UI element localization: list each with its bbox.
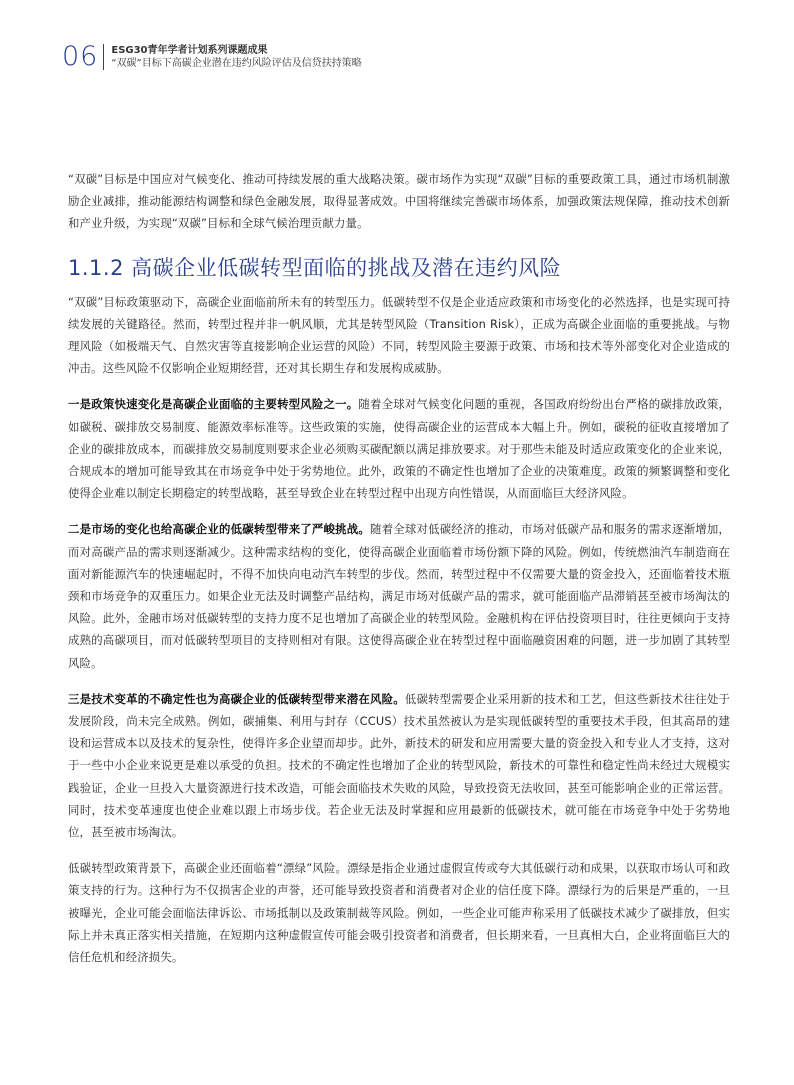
header-divider [103, 44, 104, 70]
point-three-lead: 三是技术变革的不确定性也为高碳企业的低碳转型带来潜在风险。 [68, 691, 405, 706]
point-three-text: 低碳转型需要企业采用新的技术和工艺，但这些新技术往往处于发展阶段，尚未完全成熟。例如，碳捕集、利用与封存（CCUS）技术虽然被认为是实现低碳转型的重要技术手段，但其高昂的建设和运营成本以及技术的复杂性，使得许多企业望而却步。此外，新技术的研发和应用需要大量的资金投入和专业人才支持，这对于一些中小企业来说更是难以承受的负担。技术的不确定性也增加了企业的转型风险，新技术的可靠性和稳定性尚未经过大规模实践验证，企业一旦投入大量资源进行技术改造，可能会面临技术失败的风险，导致投资无法收回，甚至可能影响企业的正常运营。同时，技术变革速度也使企业难以跟上市场步伐。若企业无法及时掌握和应用最新的低碳技术，就可能在市场竞争中处于劣势地位，甚至被市场淘汰。 [68, 691, 730, 840]
section-heading: 1.1.2 高碳企业低碳转型面临的挑战及潜在违约风险 [68, 255, 562, 280]
point-two-paragraph [68, 518, 730, 673]
header-titles [111, 44, 361, 70]
point-one-text: 随着全球对气候变化问题的重视，各国政府纷纷出台严格的碳排放政策，如碳税、碳排放交易制度、能源效率标准等。这些政策的实施，使得高碳企业的运营成本大幅上升。例如，碳税的征收直接增加了企业的碳排放成本，而碳排放交易制度则要求企业必须购买碳配额以满足排放要求。对于那些未能及时适应政策变化的企业来说，合规成本的增加可能导致其在市场竞争中处于劣势地位。此外，政策的不确定性也增加了企业的决策难度。政策的频繁调整和变化使得企业难以制定长期稳定的转型战略，甚至导致企业在转型过程中出现方向性错误，从而面临巨大经济风险。 [68, 397, 730, 501]
series-title: ESG30青年学者计划系列课题成果 [111, 45, 268, 56]
main-content [68, 168, 730, 982]
report-title: “双碳”目标下高碳企业潜在违约风险评估及信贷扶持策略 [111, 58, 362, 69]
point-two-lead: 二是市场的变化也给高碳企业的低碳转型带来了严峻挑战。 [68, 522, 370, 537]
point-three-paragraph [68, 688, 730, 843]
page-number: 06 [62, 41, 99, 72]
point-two-text: 随着全球对低碳经济的推动，市场对低碳产品和服务的需求逐渐增加，而对高碳产品的需求则逐渐减少。这种需求结构的变化，使得高碳企业面临着市场份额下降的风险。例如，传统燃油汽车制造商在面对新能源汽车的快速崛起时，不得不加快向电动汽车转型的步伐。然而，转型过程中不仅需要大量的资金投入，还面临着技术瓶颈和市场竞争的双重压力。如果企业无法及时调整产品结构，满足市场对低碳产品的需求，就可能面临产品滞销甚至被市场淘汰的风险。此外，金融市场对低碳转型的支持力度不足也增加了高碳企业的转型风险。金融机构在评估投资项目时，往往更倾向于支持成熟的高碳项目，而对低碳转型项目的支持则相对有限。这使得高碳企业在转型过程中面临融资困难的问题，进一步加剧了其转型风险。 [68, 522, 730, 670]
point-one-paragraph [68, 393, 730, 504]
intro-paragraph: “双碳”目标是中国应对气候变化、推动可持续发展的重大战略决策。碳市场作为实现“双碳”目标的重要政策工具，通过市场机制激励企业减排，推动能源结构调整和绿色金融发展，取得显著成效。中国将继续完善碳市场体系，加强政策法规保障，推动技术创新和产业升级，为实现“双碳”目标和全球气候治理贡献力量。 [68, 172, 730, 231]
point-one-lead: 一是政策快速变化是高碳企业面临的主要转型风险之一。 [68, 397, 359, 412]
page-header [62, 42, 362, 72]
section-intro-paragraph: “双碳”目标政策驱动下，高碳企业面临前所未有的转型压力。低碳转型不仅是企业适应政策和市场变化的必然选择，也是实现可持续发展的关键路径。然而，转型过程并非一帆风顺，尤其是转型风险（Transition Risk），正成为高碳企业面临的重要挑战。与物理风险（如极端天气、自然灾害等直接影响企业运营的风险）不同，转型风险主要源于政策、市场和技术等外部变化对企业造成的冲击。这些风险不仅影响企业短期经营，还对其长期生存和发展构成威胁。 [68, 294, 730, 376]
greenwash-paragraph: 低碳转型政策背景下，高碳企业还面临着“漂绿”风险。漂绿是指企业通过虚假宣传或夸大其低碳行动和成果，以获取市场认可和政策支持的行为。这种行为不仅损害企业的声誉，还可能导致投资者和消费者对企业的信任度下降。漂绿行为的后果是严重的，一旦被曝光，企业可能会面临法律诉讼、市场抵制以及政策制裁等风险。例如，一些企业可能声称采用了低碳技术减少了碳排放，但实际上并未真正落实相关措施，在短期内这种虚假宣传可能会吸引投资者和消费者，但长期来看，一旦真相大白，企业将面临巨大的信任危机和经济损失。 [68, 861, 730, 965]
